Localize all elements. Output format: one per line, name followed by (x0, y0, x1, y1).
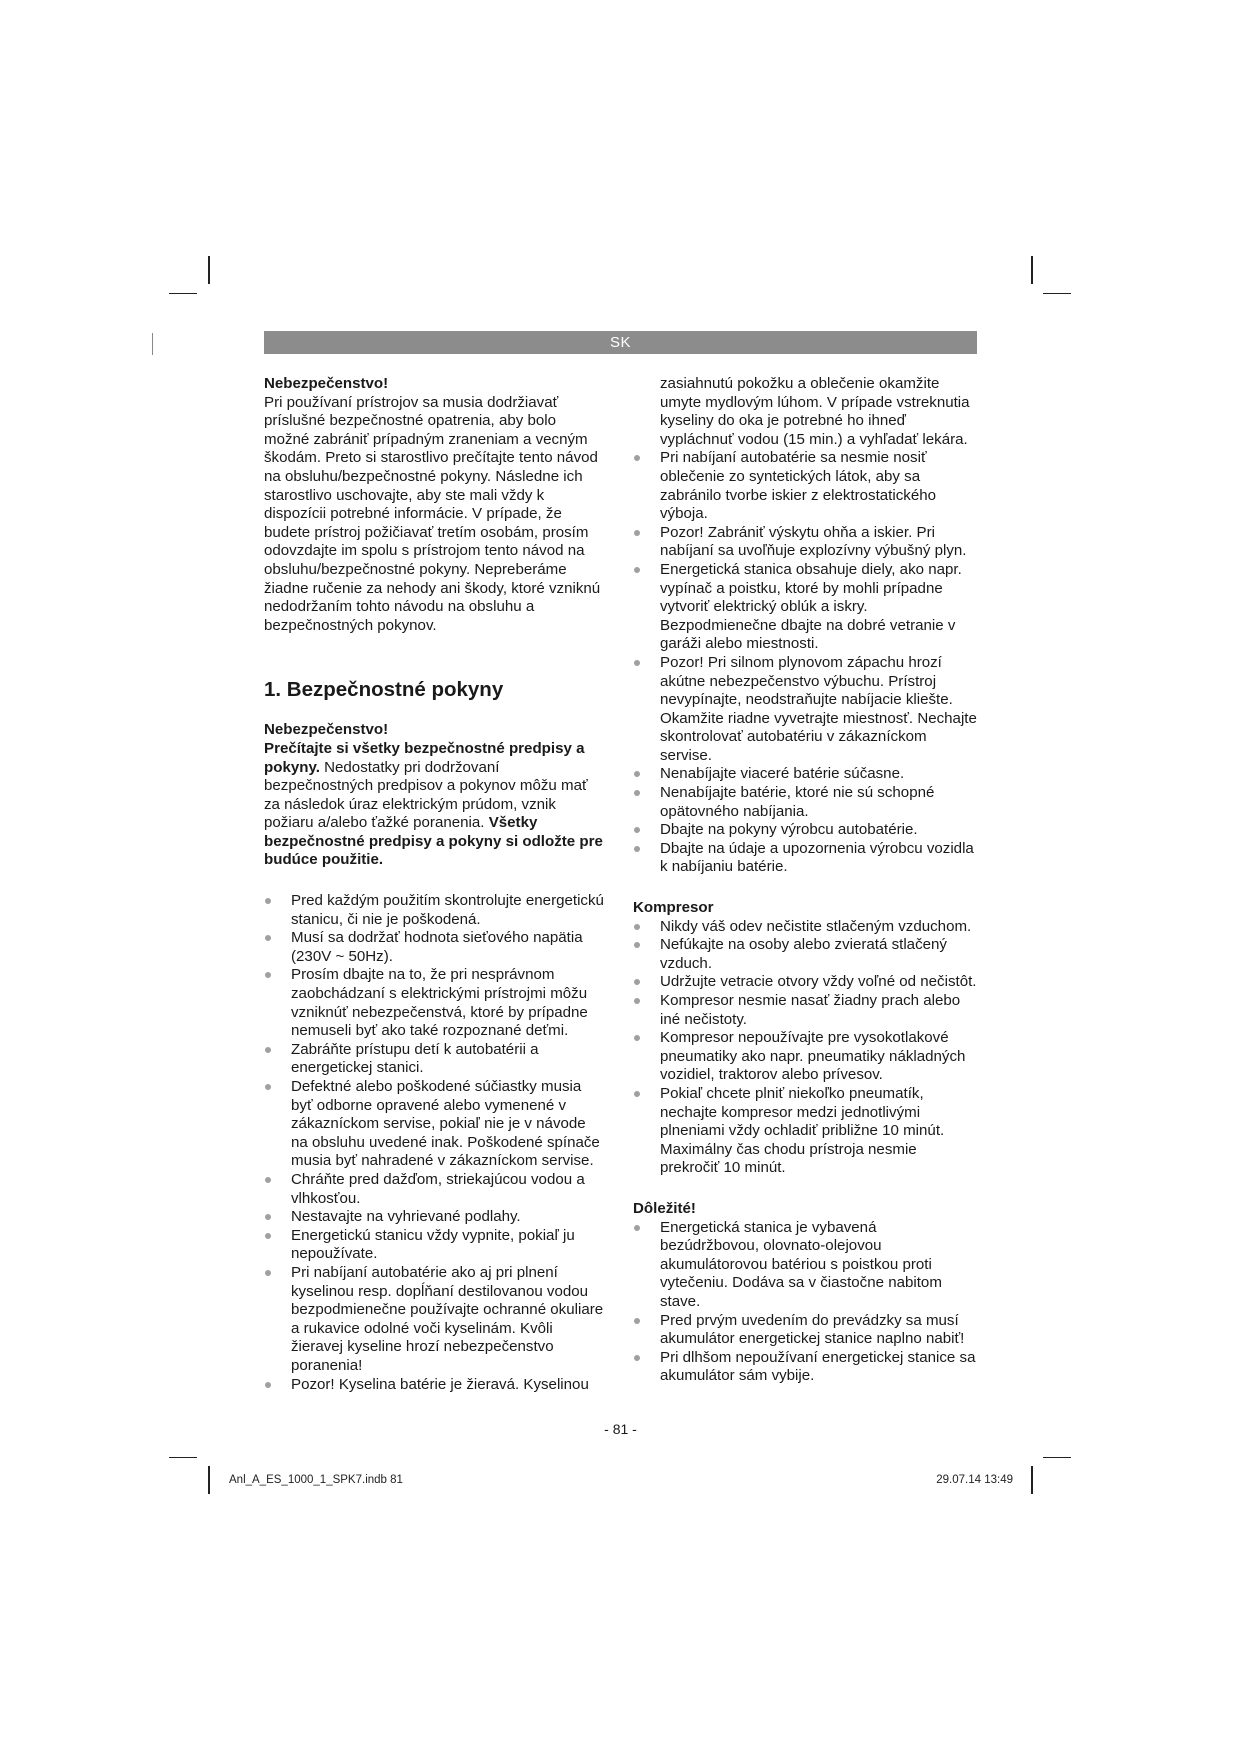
continuation-paragraph: zasiahnutú pokožku a oblečenie okamžite umyte mydlovým lúhom. V prípade vstreknutia kyseliny do oka je potrebné ho ihneď vypláchnuť vodou (15 min.) a vyhľadať lekára. (660, 375, 970, 448)
list-item: Energetickú stanicu vždy vypnite, pokiaľ ju nepoužívate. (264, 1227, 604, 1264)
crop-mark (169, 293, 197, 294)
list-item: Pri dlhšom nepoužívaní energetickej stanice sa akumulátor sám vybije. (633, 1349, 978, 1386)
page-number: - 81 - (604, 1421, 637, 1437)
list-item: Dbajte na údaje a upozornenia výrobcu vozidla k nabíjaniu batérie. (633, 840, 978, 877)
warning-paragraph (264, 740, 604, 870)
warning-heading: Nebezpečenstvo! (264, 721, 389, 739)
crop-mark (208, 1466, 210, 1494)
crop-mark (1043, 293, 1071, 294)
footer-filename: Anl_A_ES_1000_1_SPK7.indb 81 (229, 1474, 403, 1486)
bold-instruction: Všetky bezpečnostné predpisy a pokyny si odložte pre budúce použitie. (264, 814, 603, 869)
kompresor-bullet-list (633, 918, 978, 1178)
list-item: Energetická stanica obsahuje diely, ako napr. vypínač a poistku, ktoré by mohli prípadne vytvoriť elektrický oblúk a iskry. Bezpodmienečne dbajte na dobré vetranie v garáži alebo miestnosti. (633, 561, 978, 654)
list-item: Pokiaľ chcete plniť niekoľko pneumatík, nechajte kompresor medzi jednotlivými plneniami vždy ochladiť približne 10 minút. Maximálny čas chodu prístroja nesmie prekročiť 10 minút. (633, 1085, 978, 1178)
crop-mark (1031, 1466, 1033, 1494)
crop-mark (152, 333, 153, 355)
list-item: Chráňte pred dažďom, striekajúcou vodou a vlhkosťou. (264, 1171, 604, 1208)
list-item: Dbajte na pokyny výrobcu autobatérie. (633, 821, 978, 840)
list-item: Kompresor nesmie nasať žiadny prach alebo iné nečistoty. (633, 992, 978, 1029)
list-item: Nikdy váš odev nečistite stlačeným vzduchom. (633, 918, 978, 937)
warning-paragraph: Pri používaní prístrojov sa musia dodržiavať príslušné bezpečnostné opatrenia, aby bolo možné zabrániť prípadným zraneniam a vecným škodám. Preto si starostlivo prečítajte tento návod na obsluhu/bezpečnostné pokyny. Následne ich starostlivo uschovajte, aby ste mali vždy k dispozícii potrebné informácie. V prípade, že budete prístroj požičiavať tretím osobám, prosím odovzdajte im spolu s prístrojom tento návod na obsluhu/bezpečnostné pokyny. Nepreberáme žiadne ručenie za nehody ani škody, ktoré vzniknú nedodržaním tohto návodu na obsluhu a bezpečnostných pokynov. (264, 393, 601, 634)
list-item: Defektné alebo poškodené súčiastky musia byť odborne opravené alebo vymenené v zákazníckom servise, pokiaľ nie je v návode na obsluhu uvedené inak. Poškodené spínače musia byť nahradené v zákazníckom servise. (264, 1078, 604, 1171)
crop-mark (1043, 1457, 1071, 1458)
list-item: Kompresor nepoužívajte pre vysokotlakové pneumatiky ako napr. pneumatiky nákladných vozidiel, traktorov alebo prívesov. (633, 1029, 978, 1085)
list-item: Nestavajte na vyhrievané podlahy. (264, 1208, 604, 1227)
list-item: Udržujte vetracie otvory vždy voľné od nečistôt. (633, 973, 978, 992)
bold-instruction: Prečítajte si všetky bezpečnostné predpisy a pokyny. (264, 739, 585, 776)
list-item: Pozor! Zabrániť výskytu ohňa a iskier. Pri nabíjaní sa uvoľňuje explozívny výbušný plyn. (633, 524, 978, 561)
list-item: Pred každým použitím skontrolujte energetickú stanicu, či nie je poškodená. (264, 892, 604, 929)
left-column (264, 375, 604, 1394)
language-header-bar (264, 331, 977, 354)
safety-bullet-list (633, 449, 978, 877)
warning-text: Nedostatky pri dodržovaní bezpečnostných predpisov a pokynov môžu mať za následok úraz elektrickým prúdom, vznik požiaru a/alebo ťažké poranenia. (264, 758, 588, 832)
important-bullet-list (633, 1219, 978, 1386)
list-item: Pozor! Kyselina batérie je žieravá. Kyselinou (264, 1376, 604, 1395)
warning-heading: Nebezpečenstvo! (264, 375, 389, 392)
list-item: Pri nabíjaní autobatérie ako aj pri plnení kyselinou resp. dopĺňaní destilovanou vodou bezpodmienečne používajte ochranné okuliare a rukavice odolné voči kyselinám. Kvôli žieravej kyseline hrozí nebezpečenstvo poranenia! (264, 1264, 604, 1376)
list-item: Nefúkajte na osoby alebo zvieratá stlačený vzduch. (633, 936, 978, 973)
safety-bullet-list (264, 892, 604, 1394)
language-label: SK (609, 334, 631, 351)
list-item: Pri nabíjaní autobatérie sa nesmie nosiť oblečenie zo syntetických látok, aby sa zabránilo tvorbe iskier z elektrostatického výboja. (633, 449, 978, 523)
crop-mark (1031, 256, 1033, 284)
important-heading: Dôležité! (633, 1199, 696, 1217)
section-title: 1. Bezpečnostné pokyny (264, 678, 504, 702)
right-column (633, 375, 978, 1386)
list-item: Energetická stanica je vybavená bezúdržbovou, olovnato-olejovou akumulátorovou batériou s poistkou proti vytečeniu. Dodáva sa v čiastočne nabitom stave. (633, 1219, 978, 1312)
kompresor-heading: Kompresor (633, 899, 714, 917)
list-item: Prosím dbajte na to, že pri nesprávnom zaobchádzaní s elektrickými prístrojmi môžu vzniknúť nebezpečenstvá, ktoré by prípadne nemuseli byť ako také rozpoznané deťmi. (264, 966, 604, 1040)
list-item: Nenabíjajte batérie, ktoré nie sú schopné opätovného nabíjania. (633, 784, 978, 821)
list-item: Pozor! Pri silnom plynovom zápachu hrozí akútne nebezpečenstvo výbuchu. Prístroj nevypínajte, neodstraňujte nabíjacie kliešte. Okamžite riadne vyvetrajte miestnosť. Nechajte skontrolovať autobatériu v zákazníckom servise. (633, 654, 978, 766)
list-item: Nenabíjajte viaceré batérie súčasne. (633, 765, 978, 784)
list-item: Zabráňte prístupu detí k autobatérii a energetickej stanici. (264, 1041, 604, 1078)
crop-mark (208, 256, 210, 284)
crop-mark (169, 1457, 197, 1458)
list-item: Musí sa dodržať hodnota sieťového napätia (230V ~ 50Hz). (264, 929, 604, 966)
footer-datetime: 29.07.14 13:49 (936, 1474, 1013, 1486)
list-item: Pred prvým uvedením do prevádzky sa musí akumulátor energetickej stanice naplno nabiť! (633, 1312, 978, 1349)
